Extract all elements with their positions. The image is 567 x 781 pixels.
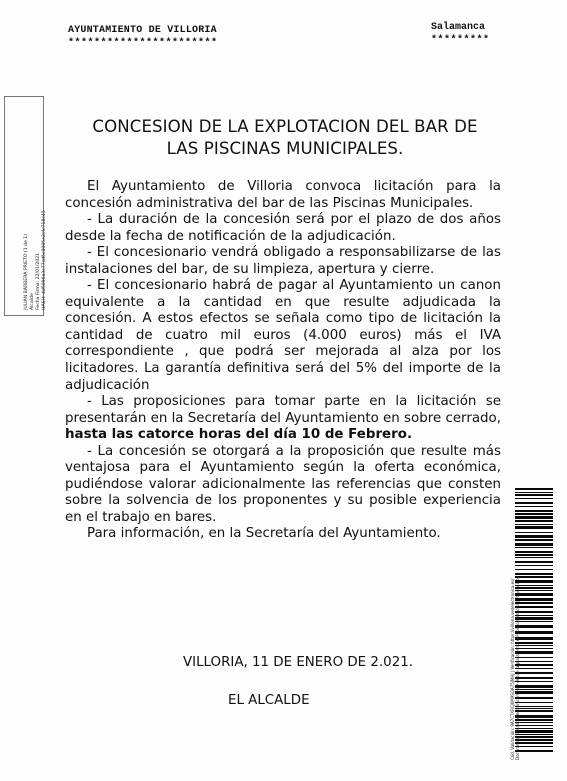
- barcode-bar: [515, 535, 553, 538]
- municipality-name: AYUNTAMIENTO DE VILLORIA: [68, 25, 217, 36]
- paragraph-intro: El Ayuntamiento de Villoria convoca licitación para la concesión administrativa del bar de las Piscinas Municipales.: [65, 179, 501, 211]
- header-province: [431, 22, 490, 46]
- barcode-bar: [515, 621, 553, 622]
- barcode-bar: [515, 625, 553, 628]
- province-name: Salamanca: [431, 22, 486, 33]
- date-line: VILLORIA, 11 DE ENERO DE 2.021.: [182, 655, 413, 670]
- validation-barcode: [515, 488, 553, 756]
- barcode-bar: [515, 664, 553, 666]
- barcode-caption: [510, 480, 520, 760]
- barcode-bar: [515, 488, 553, 490]
- barcode-bar: [515, 576, 553, 578]
- barcode-bar: [515, 728, 553, 729]
- barcode-bar: [515, 689, 553, 690]
- barcode-bar: [515, 677, 553, 679]
- barcode-bar: [515, 702, 553, 703]
- paragraph-obligations: - El concesionario vendrá obligado a responsabilizarse de las instalaciones del bar, de su limpieza, apertura y cierre.: [65, 245, 501, 277]
- barcode-bar: [515, 715, 553, 718]
- barcode-bar: [515, 642, 553, 644]
- barcode-bar: [515, 561, 553, 563]
- barcode-bar: [515, 631, 553, 634]
- paragraph-duration: - La duración de la concesión será por el plazo de dos años desde la fecha de notificación de la adjudicación.: [65, 212, 501, 244]
- barcode-bar: [515, 526, 553, 529]
- barcode-bar: [515, 722, 553, 723]
- barcode-bar: [515, 750, 553, 752]
- signature-date: Fecha Firma: 22/01/2021: [36, 252, 41, 310]
- paragraph-proposals: [65, 394, 501, 444]
- barcode-bar: [515, 725, 553, 726]
- barcode-bar: [515, 547, 553, 548]
- barcode-bar: [515, 524, 553, 525]
- barcode-bar: [515, 746, 553, 747]
- barcode-bar: [515, 494, 553, 496]
- barcode-bar: [515, 657, 553, 658]
- barcode-bar: [515, 648, 553, 649]
- barcode-bar: [515, 736, 553, 738]
- barcode-bar: [515, 510, 553, 512]
- barcode-bar: [515, 742, 553, 744]
- document-body: [65, 179, 501, 543]
- barcode-bar: [515, 697, 553, 699]
- header-municipality: [68, 25, 218, 49]
- signature-hash: HASH: 4d5096a3c77cd5c0005e2cfc718c45: [42, 210, 47, 310]
- barcode-bar: [515, 557, 553, 558]
- barcode-bar: [515, 565, 553, 566]
- title-line-1: CONCESION DE LA EXPLOTACION DEL BAR DE: [92, 117, 478, 136]
- barcode-bar: [515, 516, 553, 519]
- proposals-deadline: hasta las catorce horas del día 10 de Febrero.: [65, 427, 413, 443]
- title-line-2: LAS PISCINAS MUNICIPALES.: [166, 139, 404, 158]
- barcode-bar: [515, 719, 553, 721]
- barcode-bar: [515, 602, 553, 604]
- barcode-bar: [515, 685, 553, 688]
- barcode-bar: [515, 554, 553, 556]
- barcode-bar: [515, 520, 553, 522]
- barcode-bar: [515, 539, 553, 541]
- barcode-bar: [515, 611, 553, 613]
- barcode-bar: [515, 502, 553, 504]
- barcode-bar: [515, 708, 553, 709]
- barcode-bar: [515, 606, 553, 608]
- signer-title: EL ALCALDE: [228, 693, 310, 708]
- barcode-bar: [515, 617, 553, 620]
- signature-stamp-text: [24, 100, 48, 310]
- barcode-bar: [515, 734, 553, 735]
- province-underline-stars: *********: [431, 35, 490, 46]
- barcode-bar: [515, 569, 553, 570]
- barcode-bar: [515, 590, 553, 591]
- barcode-caption-line-1: Cód. Validación: 9A7CTXRCJ6M9SQA75JMHJ | Verificación: https://villoria.sedelectronica.es/: [510, 578, 515, 760]
- barcode-bar: [515, 492, 553, 493]
- barcode-bar: [515, 585, 553, 586]
- barcode-bar: [515, 587, 553, 589]
- paragraph-canon: - El concesionario habrá de pagar al Ayuntamiento un canon equivalente a la cantidad en que resulte adjudicada la concesión. A estos efectos se señala como tipo de licitación la cantidad de cuatro mil euros (4.000 euros) más el IVA correspondiente , que podrá ser mejorada al alza por los licitadores. La garantía definitiva será del 5% del importe de la adjudicación: [65, 278, 501, 393]
- barcode-bar: [515, 543, 553, 546]
- barcode-bar: [515, 498, 553, 499]
- municipality-underline-stars: ***********************: [68, 38, 218, 49]
- paragraph-award: - La concesión se otorgará a la proposición que resulte más ventajosa para el Ayuntamiento según la oferta económica, pudiéndose valorar adicionalmente las referencias que consten sobre la solvencia de los proponentes y su posible experiencia en el trabajo en bares.: [65, 443, 501, 525]
- barcode-bar: [515, 739, 553, 741]
- barcode-bar: [515, 651, 553, 654]
- barcode-bar: [515, 593, 553, 596]
- barcode-bar: [515, 710, 553, 712]
- document-title: [60, 116, 510, 160]
- barcode-bar: [515, 615, 553, 616]
- barcode-bar: [515, 681, 553, 682]
- barcode-bar: [515, 661, 553, 662]
- barcode-bar: [515, 691, 553, 694]
- barcode-bar: [515, 598, 553, 601]
- barcode-bar: [515, 506, 553, 507]
- signature-role: Alcalde: [30, 293, 35, 310]
- paragraph-information: Para información, en la Secretaría del Ayuntamiento.: [87, 526, 441, 542]
- barcode-bar: [515, 532, 553, 533]
- barcode-bar: [515, 706, 553, 707]
- signature-signer: JULIAN BARBERA PRIETO (1 de 1): [24, 233, 29, 310]
- barcode-bar: [515, 551, 553, 553]
- barcode-bar: [515, 730, 553, 733]
- barcode-caption-line-2: Documento firmado electrónicamente desde la plataforma esPublico Gestiona | Página 1 de 1: [515, 572, 520, 760]
- barcode-bar: [515, 668, 553, 669]
- barcode-bar: [515, 672, 553, 674]
- barcode-bar: [515, 573, 553, 575]
- proposals-text: - Las proposiciones para tomar parte en la licitación se presentarán en la Secretaría del Ayuntamiento en sobre cerrado,: [65, 394, 501, 426]
- barcode-bar: [515, 637, 553, 640]
- barcode-bar: [515, 513, 553, 515]
- barcode-bar: [515, 580, 553, 583]
- barcode-bar: [515, 645, 553, 646]
